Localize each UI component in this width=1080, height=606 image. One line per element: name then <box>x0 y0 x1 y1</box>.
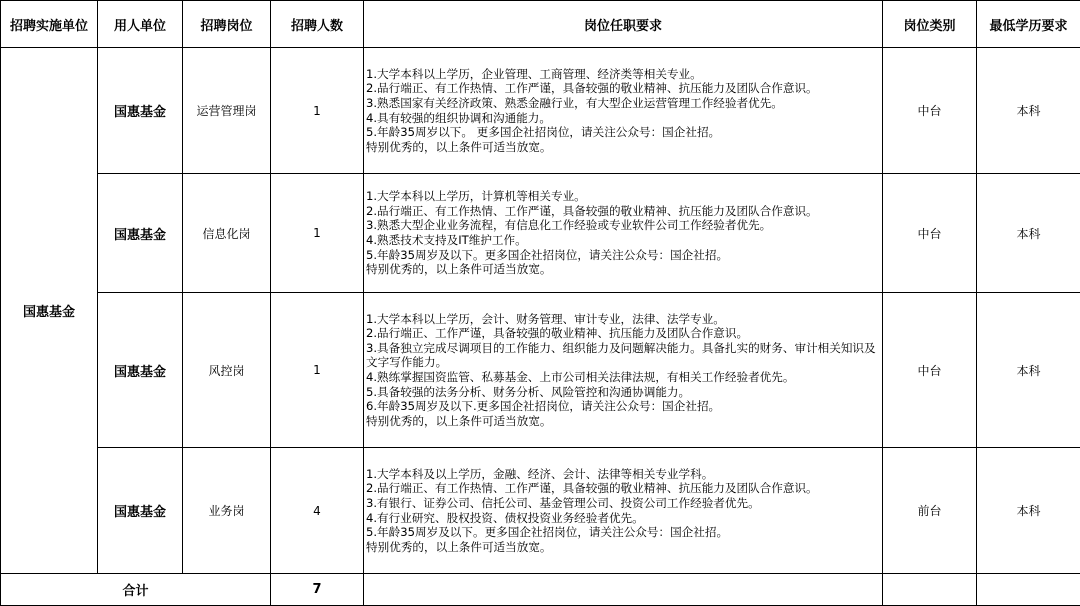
position-cell: 信息化岗 <box>183 174 271 293</box>
requirement-line: 3.有银行、证券公司、信托公司、基金管理公司、投资公司工作经验者优先。 <box>366 495 760 510</box>
table-row <box>1 293 1080 448</box>
requirements-cell <box>364 48 883 174</box>
requirement-line: 6.年龄35周岁及以下.更多国企社招岗位，请关注公众号：国企社招。 <box>366 399 721 414</box>
total-empty-cell <box>977 574 1080 606</box>
requirement-line: 1.大学本科以上学历，会计、财务管理、审计专业，法律、法学专业。 <box>366 311 725 326</box>
requirement-line: 3.熟悉国家有关经济政策、熟悉金融行业，有大型企业运营管理工作经验者优先。 <box>366 95 783 110</box>
requirement-line: 4.有行业研究、股权投资、债权投资业务经验者优先。 <box>366 510 644 525</box>
total-empty-cell <box>364 574 883 606</box>
total-empty-cell <box>883 574 977 606</box>
requirement-line: 2.品行端正、工作严谨，具备较强的敬业精神、抗压能力及团队合作意识。 <box>366 326 749 341</box>
category-cell: 中台 <box>883 293 977 448</box>
header-education: 最低学历要求 <box>977 1 1080 48</box>
header-requirements: 岗位任职要求 <box>364 1 883 48</box>
employer-cell: 国惠基金 <box>98 174 183 293</box>
requirement-line: 特别优秀的，以上条件可适当放宽。 <box>366 139 552 154</box>
requirements-cell <box>364 293 883 448</box>
header-position: 招聘岗位 <box>183 1 271 48</box>
education-cell: 本科 <box>977 174 1080 293</box>
total-label: 合计 <box>1 574 271 606</box>
requirement-line: 4.具有较强的组织协调和沟通能力。 <box>366 110 551 125</box>
table-row <box>1 48 1080 174</box>
position-cell: 业务岗 <box>183 448 271 574</box>
position-cell: 运营管理岗 <box>183 48 271 174</box>
total-row <box>1 574 1080 606</box>
header-employer: 用人单位 <box>98 1 183 48</box>
category-cell: 中台 <box>883 48 977 174</box>
requirement-line: 2.品行端正、有工作热情、工作严谨，具备较强的敬业精神、抗压能力及团队合作意识。 <box>366 481 818 496</box>
education-cell: 本科 <box>977 448 1080 574</box>
requirement-line: 5.年龄35周岁以下。 更多国企社招岗位，请关注公众号：国企社招。 <box>366 125 721 140</box>
employer-cell: 国惠基金 <box>98 448 183 574</box>
header-row <box>1 1 1080 48</box>
requirement-line: 1.大学本科及以上学历，金融、经济、会计、法律等相关专业学科。 <box>366 466 714 481</box>
requirement-line: 2.品行端正、有工作热情、工作严谨，具备较强的敬业精神、抗压能力及团队合作意识。 <box>366 81 818 96</box>
category-cell: 前台 <box>883 448 977 574</box>
category-cell: 中台 <box>883 174 977 293</box>
requirement-line: 4.熟练掌握国资监管、私募基金、上市公司相关法律法规，有相关工作经验者优先。 <box>366 370 795 384</box>
requirement-line: 5.年龄35周岁及以下。更多国企社招岗位，请关注公众号：国企社招。 <box>366 247 729 262</box>
requirement-line: 3.熟悉大型企业业务流程，有信息化工作经验或专业软件公司工作经验者优先。 <box>366 218 772 233</box>
total-count: 7 <box>271 574 364 606</box>
requirement-line: 特别优秀的，以上条件可适当放宽。 <box>366 262 552 277</box>
count-cell: 1 <box>271 48 364 174</box>
count-cell: 1 <box>271 293 364 448</box>
requirement-line: 4.熟悉技术支持及IT维护工作。 <box>366 233 527 247</box>
count-cell: 4 <box>271 448 364 574</box>
requirement-line: 5.具备较强的法务分析、财务分析、风险管控和沟通协调能力。 <box>366 384 691 399</box>
education-cell: 本科 <box>977 48 1080 174</box>
header-implementing-unit: 招聘实施单位 <box>1 1 98 48</box>
employer-cell: 国惠基金 <box>98 48 183 174</box>
requirement-line: 5.年龄35周岁及以下。更多国企社招岗位，请关注公众号：国企社招。 <box>366 525 729 540</box>
requirement-line: 特别优秀的，以上条件可适当放宽。 <box>366 413 552 428</box>
table-row <box>1 448 1080 574</box>
requirements-cell <box>364 448 883 574</box>
requirements-cell <box>364 174 883 293</box>
requirement-line: 1.大学本科以上学历，企业管理、工商管理、经济类等相关专业。 <box>366 66 702 81</box>
requirement-line: 特别优秀的，以上条件可适当放宽。 <box>366 539 552 554</box>
requirement-line: 2.品行端正、有工作热情、工作严谨，具备较强的敬业精神、抗压能力及团队合作意识。 <box>366 203 818 218</box>
education-cell: 本科 <box>977 293 1080 448</box>
table-row <box>1 174 1080 293</box>
requirement-line: 3.具备独立完成尽调项目的工作能力、组织能力及问题解决能力。具备扎实的财务、审计相关知识及文字写作能力。 <box>366 340 876 370</box>
position-cell: 风控岗 <box>183 293 271 448</box>
header-count: 招聘人数 <box>271 1 364 48</box>
header-category: 岗位类别 <box>883 1 977 48</box>
count-cell: 1 <box>271 174 364 293</box>
implementing-unit-cell: 国惠基金 <box>1 48 98 574</box>
requirement-line: 1.大学本科以上学历，计算机等相关专业。 <box>366 189 586 204</box>
employer-cell: 国惠基金 <box>98 293 183 448</box>
